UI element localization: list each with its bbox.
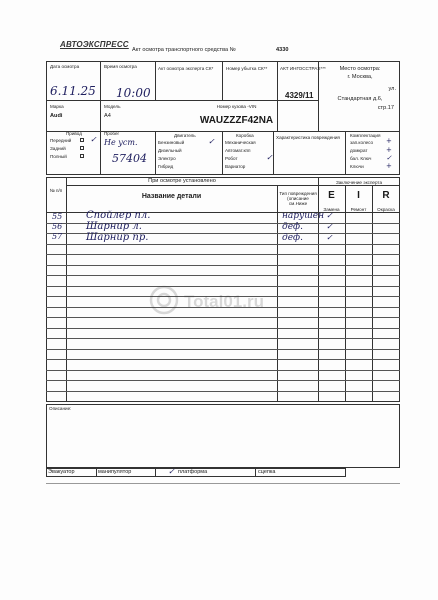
description-label: Описание: <box>49 406 72 411</box>
table-row-line <box>46 244 400 245</box>
footer-line <box>46 483 400 484</box>
drive-front: Передний <box>50 138 72 143</box>
drive-rear-checkbox[interactable] <box>80 146 84 150</box>
col-number-header: № п/п <box>49 188 63 193</box>
time-label: Время осмотра <box>104 64 137 69</box>
model-value: A4 <box>104 113 111 119</box>
date-label: Дата осмотра <box>50 64 80 69</box>
drive-full: Полный <box>50 154 67 159</box>
section-title: При осмотре установлено <box>148 178 216 184</box>
vin-value: WAUZZZF42NA <box>199 115 274 126</box>
expert-act-label: Акт осмотра эксперта СК* <box>158 66 214 71</box>
model-label: Модель <box>104 104 121 109</box>
row-3-damage: деф. <box>282 233 303 243</box>
place-city: г. Москва, <box>347 74 373 80</box>
tow-label: сцепка <box>258 469 276 475</box>
kit-jack: домкрат <box>350 148 368 153</box>
col-part-header: Название детали <box>141 193 202 200</box>
ingos-label: АКТ ИНГОССТРАХ*** <box>280 66 326 71</box>
kit-keys-mark: ✓ <box>386 154 392 162</box>
drive-front-checkbox[interactable] <box>80 138 84 142</box>
kit-keys: бал. Ключ <box>350 156 372 161</box>
table-row-line <box>46 338 400 339</box>
place-label: Место осмотра: <box>339 66 381 72</box>
drive-rear: Задний <box>50 146 66 151</box>
engine-petrol-check-mark: ✓ <box>208 137 215 146</box>
table-row-line <box>46 380 400 381</box>
company-logo: АВТОЭКСПРЕСС <box>60 40 129 49</box>
engine-label: Двигатель <box>174 133 196 138</box>
table-row-line <box>46 349 400 350</box>
kit-other: Ключи <box>350 164 364 169</box>
table-row-line <box>46 265 400 266</box>
place-street: Стандартная д.6, <box>337 96 383 102</box>
kit-spare-mark: + <box>386 137 392 145</box>
row-1-replace-mark: ✓ <box>326 211 333 220</box>
damage-char-label: Характеристика повреждения <box>276 135 340 140</box>
act-title: Акт осмотра транспортного средства № <box>132 47 236 53</box>
table-row-line <box>46 275 400 276</box>
table-row-line <box>46 370 400 371</box>
mileage-unit: Не уст. <box>104 138 138 147</box>
gearbox-robot: Робот <box>225 156 238 161</box>
col-e-sub: Замена <box>323 207 340 212</box>
platform-label: платформа <box>178 469 208 475</box>
row-2-number: 56 <box>52 222 63 231</box>
gearbox-label: Коробка <box>236 133 254 138</box>
col-e-header: E <box>328 190 335 201</box>
row-1-damage: нарушен <box>282 211 325 221</box>
date-value: 6.11.25 <box>50 84 96 98</box>
row-1-part: Спойлер пл. <box>86 210 151 221</box>
engine-diesel: Дизельный <box>158 148 182 153</box>
watermark-text: Total01.ru <box>184 292 264 311</box>
table-row-line <box>46 254 400 255</box>
row-2-replace-mark: ✓ <box>326 222 333 231</box>
time-value: 10:00 <box>116 86 151 100</box>
kit-jack-mark: + <box>386 146 392 154</box>
watermark-logo <box>148 280 288 320</box>
row-2-damage: деф. <box>282 222 303 232</box>
act-number: 4330 <box>276 47 289 53</box>
mileage-label: Пробег <box>104 131 120 136</box>
kit-spare: зап.колесо <box>350 140 374 145</box>
gearbox-robot-check-mark: ✓ <box>266 153 273 162</box>
gearbox-auto: Автомат.кпп <box>225 148 251 153</box>
gearbox-manual: Механическая <box>225 140 256 145</box>
table-row-line <box>46 328 400 329</box>
engine-electro: Электро <box>158 156 176 161</box>
loss-number-label: Номер убытка СК** <box>226 66 268 71</box>
drive-label: Привод <box>66 131 82 136</box>
mileage-value: 57404 <box>112 152 147 165</box>
drive-full-checkbox[interactable] <box>80 154 84 158</box>
manipulator-label: манипулятор <box>98 469 132 475</box>
kit-label: Комплектация <box>350 133 381 138</box>
row-3-replace-mark: ✓ <box>326 233 333 242</box>
col-i-sub: Ремонт <box>350 207 367 212</box>
col-r-header: R <box>382 190 390 201</box>
evacuator-label: Эвакуатор <box>48 469 75 475</box>
col-i-header: I <box>357 190 360 201</box>
place-street-label: ул. <box>388 86 396 92</box>
kit-other-mark: + <box>386 162 392 170</box>
table-row-line <box>46 359 400 360</box>
table-row-line <box>46 391 400 392</box>
col-damage-header: Тип повреждения (описание см.Ниже <box>279 191 317 206</box>
row-1-number: 55 <box>52 212 63 221</box>
place-building: стр.17 <box>377 105 394 111</box>
make-value: Audi <box>50 113 63 119</box>
engine-hybrid: Гибрид <box>158 164 174 169</box>
row-3-number: 57 <box>52 232 63 241</box>
description-box <box>46 404 400 468</box>
col-r-sub: Окраска <box>377 207 395 212</box>
drive-front-check-mark: ✓ <box>90 135 97 144</box>
ingos-value: 4329/11 <box>285 91 314 100</box>
row-3-part: Шарнир пр. <box>86 232 149 243</box>
row-2-part: Шарнир л. <box>86 221 142 232</box>
engine-petrol: Бензиновый <box>158 140 185 145</box>
expert-conclusion-label: Заключение эксперта <box>335 180 383 185</box>
make-label: Марка <box>50 104 64 109</box>
platform-check-mark: ✓ <box>168 467 175 476</box>
gearbox-variator: Вариатор <box>225 164 246 169</box>
vin-label: Номер кузова -VIN <box>216 104 257 109</box>
